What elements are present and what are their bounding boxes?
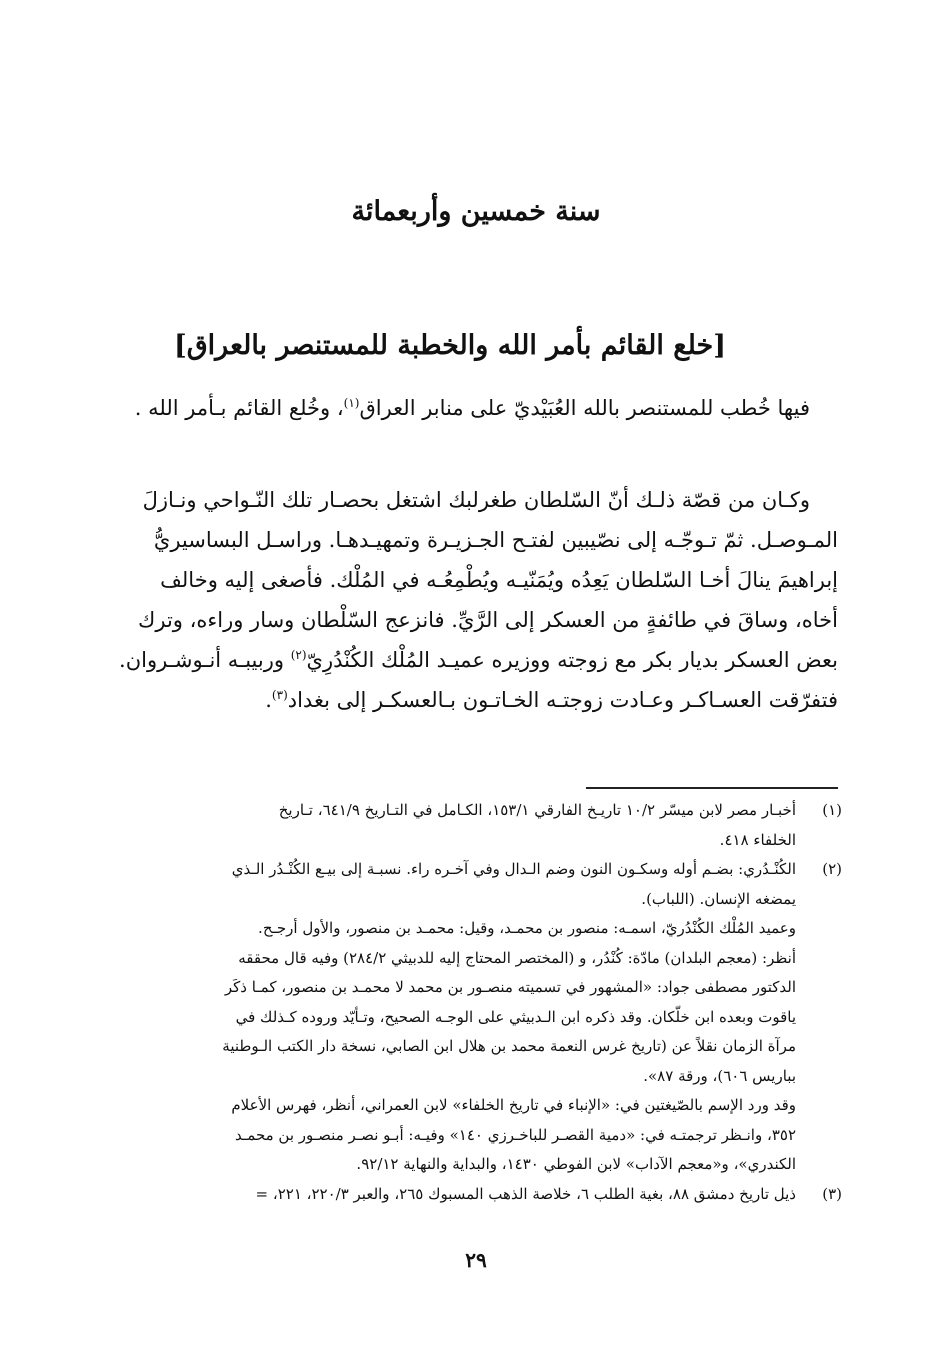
footnote-2-number: (٢) [822,860,842,878]
paragraph-2-text-c: . [265,688,272,712]
footnote-1-line: الخلفاء ٤١٨. [719,830,796,849]
footnote-2-line: الكندري»، و«معجم الآداب» لابن الفوطي ١٤٣٠، والبداية والنهاية ٩٢/١٢. [356,1155,796,1173]
footnotes [112,796,842,1209]
paragraph-1-text-b: ، وخُلع القائم بـأمر الله . [134,396,344,420]
footnote-divider [586,787,838,789]
footnote-2-line: وقد ورد الإسم بالصّيغتين في: «الإنباء في تاريخ الخلفاء» لابن العمراني، أنظر، فهرس الأعلام [231,1096,796,1114]
paragraph-1-text-a: فيها خُطب للمستنصر بالله العُبَيْديّ على منابر العراق [359,396,810,420]
footnote-1 [112,796,842,855]
footnote-ref-2: (٢) [290,648,307,662]
footnote-2-line: وعميد المُلْك الكُنْدُريّ، اسمـه: منصور بن محمـد، وقيل: محمـد بن منصور، والأول أرجـح. [258,919,796,937]
footnote-2-line: ٣٥٢، وانـظر ترجمتـه في: «دمية القصـر للباخـرزي ١٤٠» وفيـه: أبـو نصـر منصـور بن محمـد [235,1125,796,1144]
footnote-2-line: الدكتور مصطفى جواد: «المشهور في تسميته منصـور بن محمد لا محمـد بن منصور، كمـا ذكَر [224,978,796,996]
page-number: ٢٩ [465,1248,487,1272]
footnote-2-line: ياقوت وبعده ابن خلّكان. وقد ذكره ابن الـدبيثي على الوجـه الصحيح، وتـأيّد وروده كـذلك في [235,1007,796,1026]
paragraph-2 [118,480,838,720]
footnote-2-line: يمضغه الإنسان. (اللباب). [641,889,796,908]
footnote-3-line: ذيل تاريخ دمشق ٨٨، بغية الطلب ٦، خلاصة الذهب المسبوك ٢٦٥، والعبر ٢٢٠/٣، ٢٢١، = [255,1184,796,1203]
footnote-2-line: مرآة الزمان نقلاً عن (تاريخ غرس النعمة محمد بن هلال ابن الصابي، نسخة دار الكتب الـوطنية [222,1037,796,1055]
paragraph-1 [118,388,838,428]
footnote-2-line: الكُنْـدُري: بضـم أوله وسكـون النون وضم الـدال وفي آخـره راء. نسبـة إلى بيـع الكُنْـدُر الـذي [231,860,796,878]
footnote-ref-3: (٣) [271,688,288,702]
footnote-ref-1: (١) [343,396,360,410]
paragraph-2-text-a: وكـان من قصّة ذلـك أنّ السّلطان طغرلبك اشتغل بحصـار تلك النّـواحي ونـازلَ المـوصـل. ثمّ تـوجّـه إلى نصّيبين لفتـح الجـزيـرة وتمهيـدهـا. وراسـل البساسيريُّ إبراهيمَ ينالَ أخـا السّلطان يَعِدُه ويُمَنّيـه ويُطْمِعُـه في المُلْك. فأصغى إليه وخالف أخاه، وساقَ في طائفةٍ من العسكر إلى الرَّيِّ. فانزعج السّلْطان وسار وراءه، وترك بعض العسكر بديار بكر مع زوجته ووزيره عميـد المُلْك الكُنْدُرِيّ [138,488,838,672]
footnote-2-line: أنظر: (معجم البلدان) مادّة: كُنْدُر، و (المختصر المحتاج إليه للدبيثي ٢٨٤/٢) وفيه قال محققه [238,948,796,967]
footnote-1-line: أخبـار مصر لابن ميسّر ١٠/٢ تاريـخ الفارقي ١٥٣/١، الكـامل في التـاريخ ٦٤١/٩، تـاريخ [278,801,796,819]
section-heading: [خلع القائم بأمر الله والخطبة للمستنصر بالعراق] [173,330,727,361]
footnote-3-number: (٣) [822,1184,842,1203]
footnote-1-number: (١) [822,801,842,819]
chapter-title: سنة خمسين وأربعمائة [351,196,601,227]
paragraph-2-text-b: وربيبـه أنـوشـروان. فتفرّقت العسـاكـر وعـادت زوجتـه الخـاتـون بـالعسكـر إلى بغداد [119,648,838,712]
footnote-2-line: بباريس ٦٠٦)، ورقة ٨٧». [643,1066,796,1085]
footnote-3 [112,1180,842,1210]
footnote-2 [112,855,842,1180]
